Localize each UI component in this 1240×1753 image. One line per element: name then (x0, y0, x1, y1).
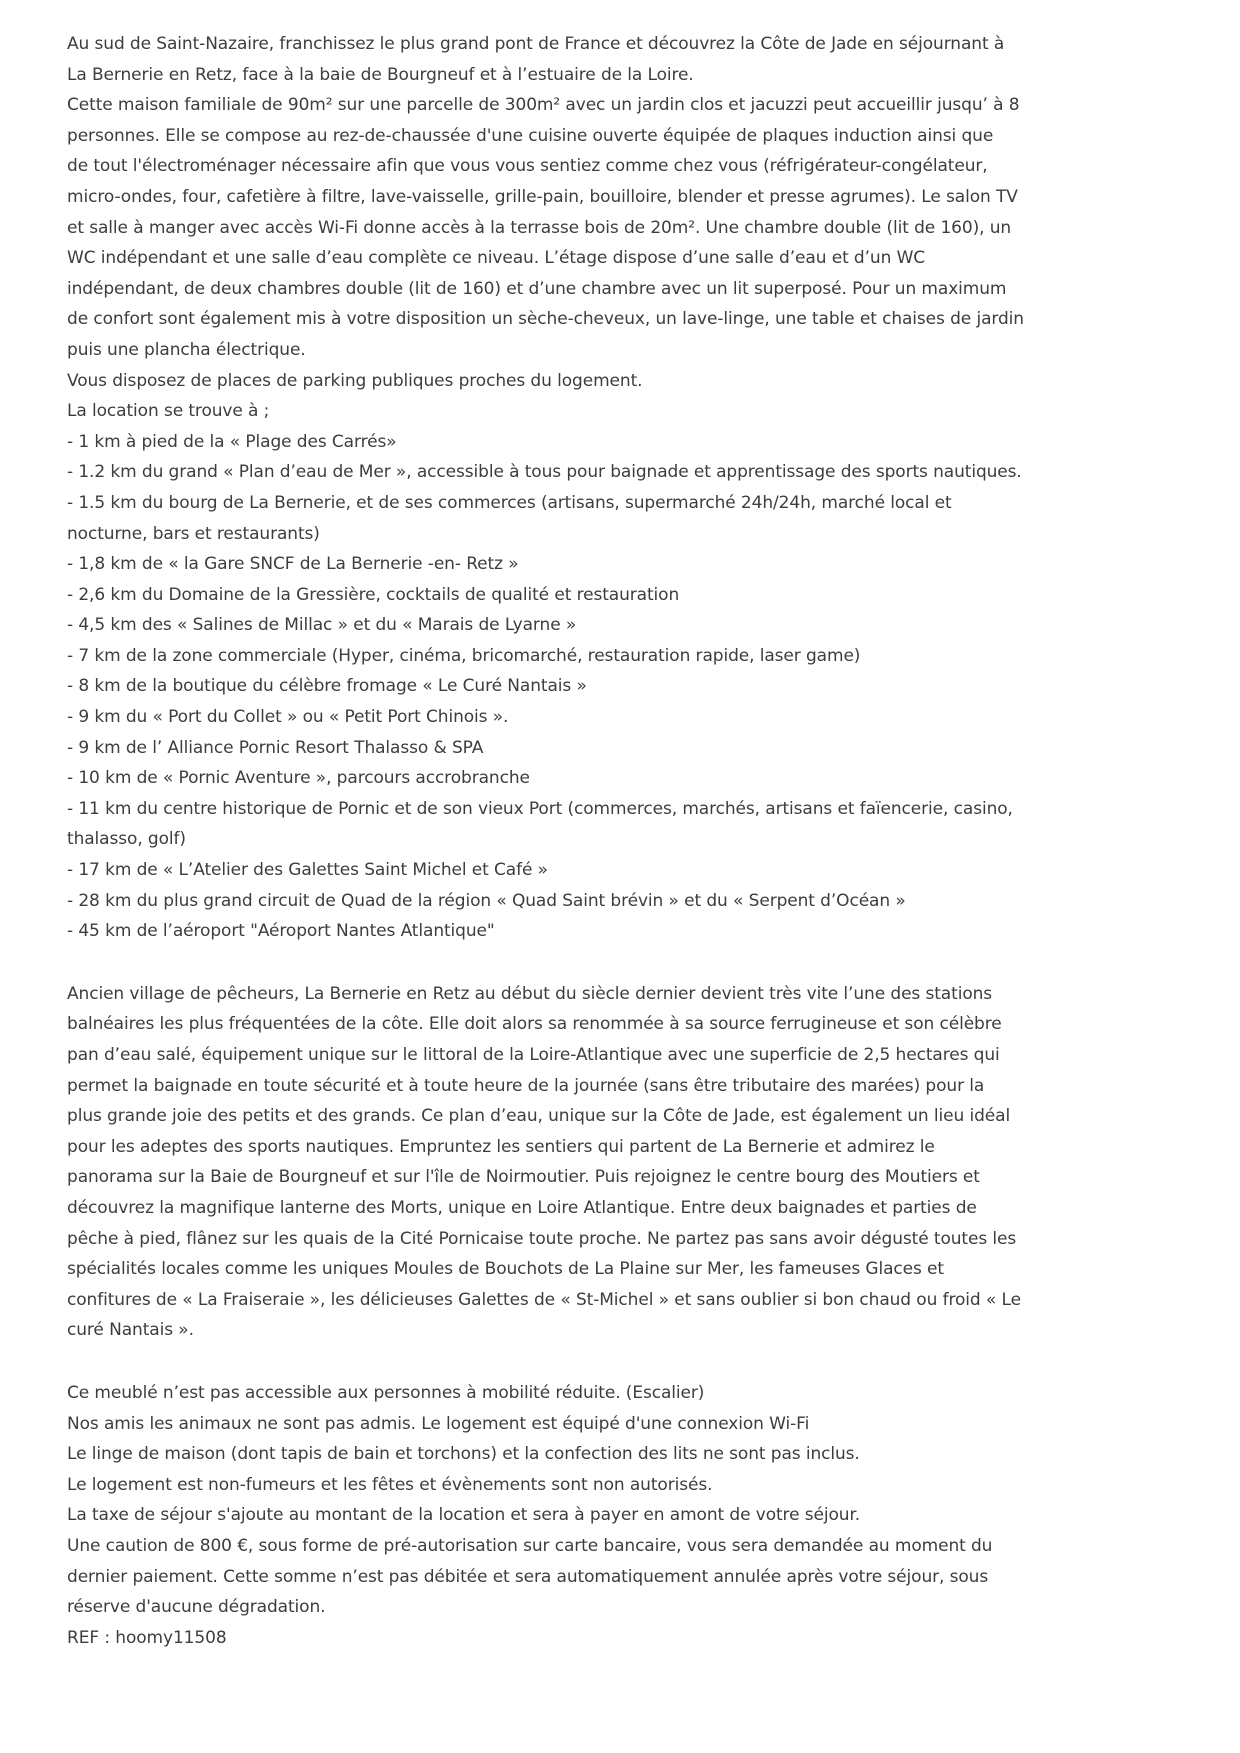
text-line: découvrez la magnifique lanterne des Morts, unique en Loire Atlantique. Entre deux baignades et parties de (67, 1197, 977, 1218)
paragraph-area-history (67, 979, 1180, 1346)
text-line: panorama sur la Baie de Bourgneuf et sur l'île de Noirmoutier. Puis rejoignez le centre bourg des Moutiers et (67, 1167, 980, 1188)
text-line: balnéaires les plus fréquentées de la côte. Elle doit alors sa renommée à sa source ferrugineuse et son célèbre (67, 1014, 1002, 1035)
text-line: - 9 km du « Port du Collet » ou « Petit Port Chinois ». (67, 707, 509, 728)
text-line: permet la baignade en toute sécurité et à toute heure de la journée (sans être tributaire des marées) pour la (67, 1075, 985, 1096)
text-line: - 9 km de l’ Alliance Pornic Resort Thalasso & SPA (67, 737, 484, 758)
text-line: Ce meublé n’est pas accessible aux personnes à mobilité réduite. (Escalier) (67, 1382, 705, 1403)
text-line: - 10 km de « Pornic Aventure », parcours accrobranche (67, 768, 530, 789)
text-line: WC indépendant et une salle d’eau complète ce niveau. L’étage dispose d’une salle d’eau et d’un WC (67, 248, 926, 269)
text-line: - 28 km du plus grand circuit de Quad de la région « Quad Saint brévin » et du « Serpent d’Océan » (67, 890, 906, 911)
text-line: Ancien village de pêcheurs, La Bernerie en Retz au début du siècle dernier devient très vite l’une des stations (67, 983, 993, 1004)
text-line: personnes. Elle se compose au rez-de-chaussée d'une cuisine ouverte équipée de plaques induction ainsi que (67, 125, 994, 146)
text-line: pêche à pied, flânez sur les quais de la Cité Pornicaise toute proche. Ne partez pas sans avoir dégusté toutes les (67, 1228, 1017, 1249)
text-line: - 1.2 km du grand « Plan d’eau de Mer », accessible à tous pour baignade et apprentissage des sports nautiques. (67, 462, 1022, 483)
text-line: La taxe de séjour s'ajoute au montant de la location et sera à payer en amont de votre séjour. (67, 1505, 861, 1526)
text-line: - 1,8 km de « la Gare SNCF de La Bernerie -en- Retz » (67, 554, 519, 575)
text-line: plus grande joie des petits et des grands. Ce plan d’eau, unique sur la Côte de Jade, est également un lieu idéal (67, 1106, 1011, 1127)
text-line: - 8 km de la boutique du célèbre fromage « Le Curé Nantais » (67, 676, 587, 697)
text-line: La location se trouve à ; (67, 401, 270, 422)
text-line: pan d’eau salé, équipement unique sur le littoral de la Loire-Atlantique avec une superficie de 2,5 hectares qui (67, 1045, 1000, 1065)
text-line: et salle à manger avec accès Wi-Fi donne accès à la terrasse bois de 20m². Une chambre double (lit de 160), un (67, 217, 1012, 238)
text-line: dernier paiement. Cette somme n’est pas débitée et sera automatiquement annulée après votre séjour, sous (67, 1566, 989, 1587)
text-line: - 1.5 km du bourg de La Bernerie, et de ses commerces (artisans, supermarché 24h/24h, marché local et (67, 492, 952, 513)
text-line: - 17 km de « L’Atelier des Galettes Saint Michel et Café » (67, 860, 548, 881)
text-line: de confort sont également mis à votre disposition un sèche-cheveux, un lave-linge, une table et chaises de jardin (67, 309, 1024, 330)
text-line: pour les adeptes des sports nautiques. Empruntez les sentiers qui partent de La Bernerie et admirez le (67, 1136, 935, 1157)
text-line: micro-ondes, four, cafetière à filtre, lave-vaisselle, grille-pain, bouilloire, blender et presse agrumes). Le salon TV (67, 186, 1018, 207)
text-line: La Bernerie en Retz, face à la baie de Bourgneuf et à l’estuaire de la Loire. (67, 64, 694, 85)
text-line: de tout l'électroménager nécessaire afin que vous vous sentiez comme chez vous (réfrigérateur-congélateur, (67, 156, 988, 177)
text-line: Vous disposez de places de parking publiques proches du logement. (67, 370, 643, 391)
text-line: Le linge de maison (dont tapis de bain et torchons) et la confection des lits ne sont pas inclus. (67, 1444, 860, 1465)
text-line: thalasso, golf) (67, 829, 186, 850)
text-line: nocturne, bars et restaurants) (67, 523, 320, 544)
text-line: - 1 km à pied de la « Plage des Carrés» (67, 431, 397, 452)
text-line: - 4,5 km des « Salines de Millac » et du « Marais de Lyarne » (67, 615, 577, 636)
text-line: Nos amis les animaux ne sont pas admis. Le logement est équipé d'une connexion Wi-Fi (67, 1413, 810, 1434)
text-line: Le logement est non-fumeurs et les fêtes et évènements sont non autorisés. (67, 1474, 713, 1495)
text-line: - 11 km du centre historique de Pornic et de son vieux Port (commerces, marchés, artisans et faïencerie, casino, (67, 798, 1013, 819)
text-line: Une caution de 800 €, sous forme de pré-autorisation sur carte bancaire, vous sera demandée au moment du (67, 1535, 993, 1556)
text-line: spécialités locales comme les uniques Moules de Bouchots de La Plaine sur Mer, les fameuses Glaces et (67, 1259, 944, 1280)
paragraph-intro-and-distances (67, 29, 1180, 947)
text-line: Cette maison familiale de 90m² sur une parcelle de 300m² avec un jardin clos et jacuzzi peut accueillir jusqu’ à 8 (67, 95, 1020, 116)
text-line: Au sud de Saint-Nazaire, franchissez le plus grand pont de France et découvrez la Côte de Jade en séjournant à (67, 34, 1005, 54)
text-line: indépendant, de deux chambres double (lit de 160) et d’une chambre avec un lit superposé. Pour un maximum (67, 278, 1007, 299)
paragraph-conditions-and-ref (67, 1378, 1180, 1653)
text-line: - 7 km de la zone commerciale (Hyper, cinéma, bricomarché, restauration rapide, laser game) (67, 645, 861, 666)
text-line: réserve d'aucune dégradation. (67, 1597, 326, 1618)
text-line: puis une plancha électrique. (67, 339, 306, 360)
text-line: confitures de « La Fraiseraie », les délicieuses Galettes de « St-Michel » et sans oublier si bon chaud ou froid « Le (67, 1289, 1021, 1310)
listing-description (67, 29, 1180, 1653)
text-line: - 45 km de l’aéroport "Aéroport Nantes Atlantique" (67, 921, 495, 942)
text-line: REF : hoomy11508 (67, 1627, 227, 1648)
text-line: - 2,6 km du Domaine de la Gressière, cocktails de qualité et restauration (67, 584, 680, 605)
text-line: curé Nantais ». (67, 1320, 194, 1341)
